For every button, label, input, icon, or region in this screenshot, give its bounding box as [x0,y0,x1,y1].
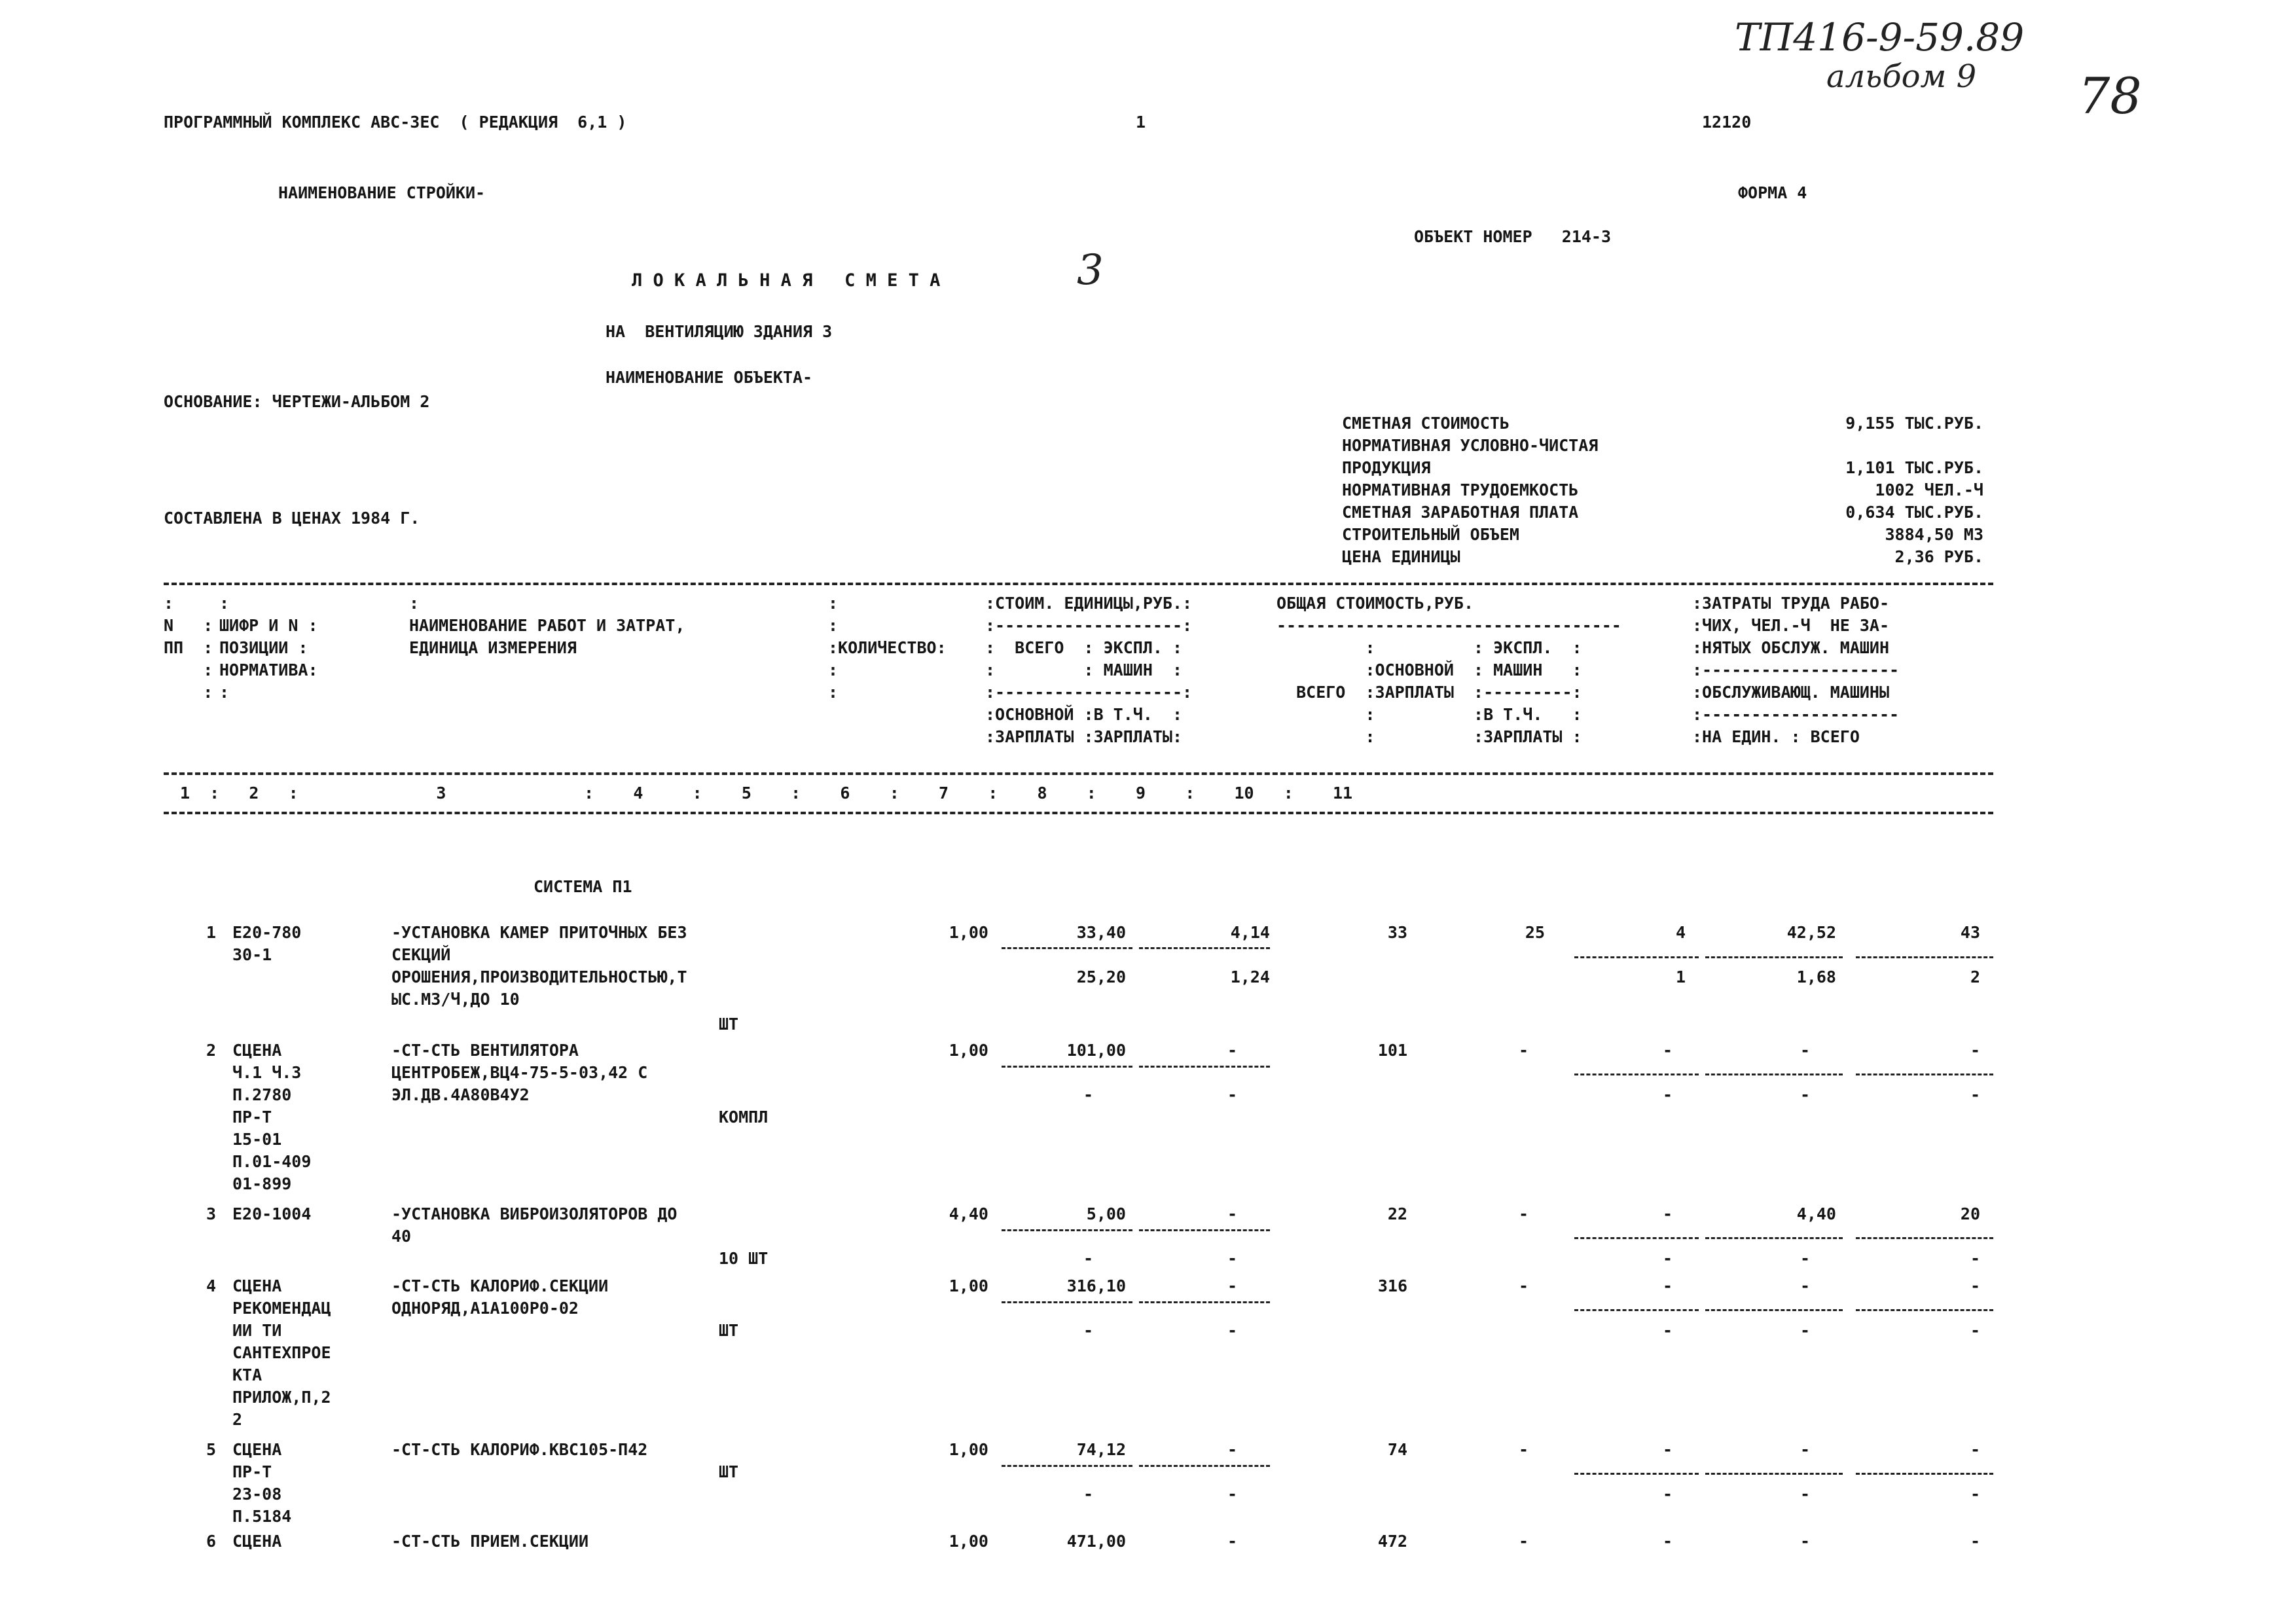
summary-label: НОРМАТИВНАЯ ТРУДОЕМКОСТЬ [1342,480,1579,499]
sub-rule [1856,956,1993,958]
row-quantity: 1,00 [949,1532,988,1551]
header-col-name: : НАИМЕНОВАНИЕ РАБОТ И ЗАТРАТ, ЕДИНИЦА ИЗМЕРЕНИЯ [409,594,685,657]
header-col-labor: :ЗАТРАТЫ ТРУДА РАБО- :ЧИХ, ЧЕЛ.-Ч НЕ ЗА- :НЯТЫХ ОБСЛУЖ. МАШИН :-------------------- :ОБСЛУЖИВАЮЩ. МАШИНЫ :-------------------- :НА ЕДИН. : ВСЕГО [1692,594,1900,746]
object-name-label: НАИМЕНОВАНИЕ ОБЪЕКТА- [606,368,813,387]
summary-label: НОРМАТИВНАЯ УСЛОВНО-ЧИСТАЯ [1342,436,1599,455]
row-labor-machines-total: - [1970,1321,1980,1340]
row-total-machine-wages: - [1662,1249,1673,1268]
row-labor-machines-total: - [1970,1085,1980,1104]
row-name: -СТ-СТЬ ВЕНТИЛЯТОРА ЦЕНТРОБЕЖ,ВЦ4-75-5-03,42 С ЭЛ.ДВ.4А80В4У2 [391,1041,648,1104]
row-unit-machines: - [1227,1440,1237,1459]
row-unit-total: 5,00 [1086,1204,1126,1223]
form-label: ФОРМА 4 [1738,183,1807,202]
row-code: Е20-1004 [232,1204,312,1223]
row-labor-machines-total: 2 [1970,967,1980,986]
row-number: 5 [206,1440,216,1459]
header-bottom-rule [164,812,1993,814]
page-title: Л О К А Л Ь Н А Я С М Е Т А [632,270,941,291]
row-labor-total: - [1970,1440,1980,1459]
row-labor-per-unit: - [1800,1440,1810,1459]
row-total: 101 [1377,1041,1407,1060]
row-code: СЦЕНА РЕКОМЕНДАЦ ИИ ТИ САНТЕХПРОЕ КТА ПРИЛОЖ,П,2 2 [232,1276,331,1429]
page-subtitle: НА ВЕНТИЛЯЦИЮ ЗДАНИЯ 3 [606,322,833,341]
row-name: -УСТАНОВКА ВИБРОИЗОЛЯТОРОВ ДО 40 [391,1204,678,1246]
row-unit: 10 ШТ [719,1249,769,1268]
row-labor-machines-unit: - [1800,1085,1810,1104]
row-number: 1 [206,923,216,942]
row-labor-total: - [1970,1532,1980,1551]
sub-rule [1574,1074,1699,1075]
sub-rule [1856,1237,1993,1239]
row-total-machines: - [1662,1276,1673,1295]
row-unit-machines: - [1227,1204,1237,1223]
handwritten-album: альбом 9 [1826,58,1977,95]
row-total-wages: - [1518,1276,1529,1295]
row-labor-per-unit: - [1800,1041,1810,1060]
row-quantity: 1,00 [949,923,988,942]
row-total: 74 [1387,1440,1407,1459]
row-code: СЦЕНА [232,1532,282,1551]
row-labor-machines-total: - [1970,1485,1980,1504]
sub-rule [1574,1237,1699,1239]
row-unit-wages: - [1083,1485,1093,1504]
summary-value: 2,36 РУБ. [1894,547,1983,566]
row-quantity: 1,00 [949,1276,988,1295]
row-unit: ШТ [719,1462,739,1481]
row-unit-wages: - [1083,1249,1093,1268]
sub-rule [1856,1473,1993,1475]
row-unit: ШТ [719,1321,739,1340]
building-name-label: НАИМЕНОВАНИЕ СТРОЙКИ- [278,183,486,202]
row-total-wages: - [1518,1440,1529,1459]
row-total-machine-wages: 1 [1675,967,1686,986]
summary-value: 9,155 ТЫС.РУБ. [1845,414,1983,433]
summary-value: 0,634 ТЫС.РУБ. [1845,503,1983,522]
sub-rule [1002,1229,1132,1231]
row-total-machines: - [1662,1440,1673,1459]
sub-rule [1856,1074,1993,1075]
row-total-machines: - [1662,1041,1673,1060]
basis-text: ОСНОВАНИЕ: ЧЕРТЕЖИ-АЛЬБОМ 2 [164,392,430,411]
sub-rule [1139,947,1270,949]
row-unit: КОМПЛ [719,1108,769,1127]
row-number: 3 [206,1204,216,1223]
row-unit-wages: 25,20 [1076,967,1126,986]
sub-rule [1139,1301,1270,1303]
sub-rule [1002,1066,1132,1068]
doc-code: 12120 [1702,113,1752,132]
row-number: 4 [206,1276,216,1295]
summary-label: СМЕТНАЯ ЗАРАБОТНАЯ ПЛАТА [1342,503,1579,522]
row-total-wages: - [1518,1532,1529,1551]
row-unit-machines: - [1227,1276,1237,1295]
row-labor-machines-unit: - [1800,1249,1810,1268]
summary-value: 1,101 ТЫС.РУБ. [1845,458,1983,477]
sub-rule [1705,1237,1843,1239]
section-title: СИСТЕМА П1 [534,877,632,896]
row-total: 33 [1387,923,1407,942]
summary-label: СТРОИТЕЛЬНЫЙ ОБЪЕМ [1342,525,1519,544]
header-column-numbers: 1 : 2 : 3 : 4 : 5 : 6 : 7 : 8 : 9 : 10 : 11 [180,784,1353,803]
row-code: СЦЕНА ПР-Т 23-08 П.5184 [232,1440,292,1526]
row-labor-per-unit: - [1800,1532,1810,1551]
sub-rule [1002,1465,1132,1467]
row-labor-total: - [1970,1041,1980,1060]
row-total-wages: 25 [1525,923,1545,942]
prices-text: СОСТАВЛЕНА В ЦЕНАХ 1984 Г. [164,509,420,528]
row-unit-machines: - [1227,1532,1237,1551]
row-total: 472 [1377,1532,1407,1551]
row-labor-total: 43 [1960,923,1980,942]
row-name: -СТ-СТЬ КАЛОРИФ.СЕКЦИИ ОДНОРЯД,А1А100Р0-02 [391,1276,609,1318]
row-labor-per-unit: 4,40 [1796,1204,1836,1223]
summary-label: ЦЕНА ЕДИНИЦЫ [1342,547,1460,566]
sub-rule [1002,947,1132,949]
sub-rule [1705,1309,1843,1311]
program-name: ПРОГРАММНЫЙ КОМПЛЕКС АВС-3ЕС ( РЕДАКЦИЯ 6,1 ) [164,113,627,132]
header-top-rule [164,583,1993,585]
row-labor-per-unit: 42,52 [1786,923,1836,942]
summary-label: СМЕТНАЯ СТОИМОСТЬ [1342,414,1510,433]
header-col-no: : N : ПП : : : [164,594,213,702]
row-unit-total: 101,00 [1066,1041,1126,1060]
sub-rule [1002,1301,1132,1303]
sub-rule [1574,1309,1699,1311]
summary-value: 3884,50 М3 [1885,525,1983,544]
row-unit-total: 471,00 [1066,1532,1126,1551]
row-total-machine-wages: - [1662,1485,1673,1504]
row-number: 6 [206,1532,216,1551]
row-quantity: 1,00 [949,1041,988,1060]
sub-rule [1139,1465,1270,1467]
handwritten-estimate-number: 3 [1077,246,1104,295]
row-labor-total: 20 [1960,1204,1980,1223]
row-total-wages: - [1518,1041,1529,1060]
sub-rule [1574,956,1699,958]
row-unit: ШТ [719,1015,739,1034]
row-unit-total: 74,12 [1076,1440,1126,1459]
summary-value: 1002 ЧЕЛ.-Ч [1875,480,1983,499]
header-mid-rule [164,772,1993,775]
row-quantity: 4,40 [949,1204,988,1223]
handwritten-sheet-number: 78 [2078,67,2142,125]
header-col-unit-cost: :СТОИМ. ЕДИНИЦЫ,РУБ.: :-------------------: : ВСЕГО : ЭКСПЛ. : : : МАШИН : :-------------------: :ОСНОВНОЙ :В Т.Ч. : :ЗАРПЛАТЫ :ЗАРПЛАТЫ: [985,594,1193,746]
row-unit-machine-wages: - [1227,1085,1237,1104]
row-total-machines: - [1662,1532,1673,1551]
handwritten-doc-code: ТП416-9-59.89 [1735,15,2025,60]
row-unit-machine-wages: - [1227,1321,1237,1340]
row-name: -СТ-СТЬ КАЛОРИФ.КВС105-П42 [391,1440,648,1459]
row-total-machines: 4 [1675,923,1686,942]
row-quantity: 1,00 [949,1440,988,1459]
sub-rule [1705,1473,1843,1475]
sub-rule [1139,1066,1270,1068]
row-total-machine-wages: - [1662,1085,1673,1104]
sub-rule [1574,1473,1699,1475]
row-total: 22 [1387,1204,1407,1223]
row-unit-machine-wages: - [1227,1485,1237,1504]
header-col-total-cost: ОБЩАЯ СТОИМОСТЬ,РУБ. ----------------------------------- : : ЭКСПЛ. : :ОСНОВНОЙ : МАШИН : ВСЕГО :ЗАРПЛАТЫ :---------: : :В Т.Ч. : : :ЗАРПЛАТЫ : [1276,594,1621,746]
row-number: 2 [206,1041,216,1060]
row-labor-machines-unit: - [1800,1485,1810,1504]
row-labor-machines-unit: 1,68 [1796,967,1836,986]
sub-rule [1705,1074,1843,1075]
sub-rule [1139,1229,1270,1231]
row-unit-machines: - [1227,1041,1237,1060]
row-total-machine-wages: - [1662,1321,1673,1340]
row-unit-machines: 4,14 [1230,923,1270,942]
row-total: 316 [1377,1276,1407,1295]
row-unit-wages: - [1083,1085,1093,1104]
row-total-machines: - [1662,1204,1673,1223]
row-unit-wages: - [1083,1321,1093,1340]
row-unit-machine-wages: - [1227,1249,1237,1268]
page-number: 1 [1136,113,1146,132]
object-number: ОБЪЕКТ НОМЕР 214-3 [1414,227,1612,246]
row-unit-machine-wages: 1,24 [1230,967,1270,986]
sub-rule [1856,1309,1993,1311]
row-unit-total: 316,10 [1066,1276,1126,1295]
row-unit-total: 33,40 [1076,923,1126,942]
row-code: СЦЕНА Ч.1 Ч.3 П.2780 ПР-Т 15-01 П.01-409 01-899 [232,1041,312,1193]
header-col-code: : ШИФР И N : ПОЗИЦИИ : НОРМАТИВА: : [219,594,318,702]
header-col-quantity: : : :КОЛИЧЕСТВО: : : [828,594,947,702]
row-labor-total: - [1970,1276,1980,1295]
row-code: Е20-780 30-1 [232,923,302,964]
summary-label: ПРОДУКЦИЯ [1342,458,1431,477]
sub-rule [1705,956,1843,958]
row-name: -УСТАНОВКА КАМЕР ПРИТОЧНЫХ БЕЗ СЕКЦИЙ ОРОШЕНИЯ,ПРОИЗВОДИТЕЛЬНОСТЬЮ,Т ЫС.М3/Ч,ДО 10 [391,923,687,1009]
row-total-wages: - [1518,1204,1529,1223]
row-labor-machines-total: - [1970,1249,1980,1268]
row-labor-machines-unit: - [1800,1321,1810,1340]
row-labor-per-unit: - [1800,1276,1810,1295]
row-name: -СТ-СТЬ ПРИЕМ.СЕКЦИИ [391,1532,589,1551]
